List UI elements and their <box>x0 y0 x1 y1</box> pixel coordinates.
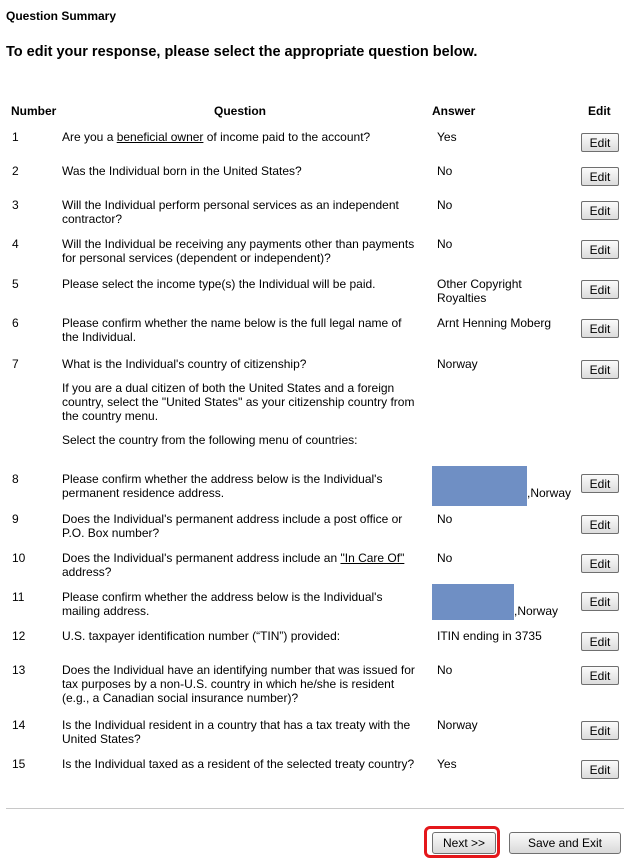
question-text: Was the Individual born in the United States? <box>62 164 302 178</box>
question-number: 2 <box>12 164 19 178</box>
address-country: ,Norway <box>514 604 559 618</box>
question-number: 4 <box>12 237 19 251</box>
edit-button-11[interactable]: Edit <box>581 592 619 611</box>
question-number: 9 <box>12 512 19 526</box>
dual-citizen-note: If you are a dual citizen of both the United States and a foreign country, select the "United States" as your citizenship country from the country menu. <box>62 381 415 423</box>
page-instruction: To edit your response, please select the appropriate question below. <box>6 44 478 60</box>
question-text: Please confirm whether the address below is the Individual's permanent residence address. <box>62 472 383 500</box>
redacted-address <box>432 466 527 506</box>
answer-text: No <box>437 198 453 212</box>
answer-text: Arnt Henning Moberg <box>437 316 552 330</box>
address-country: ,Norway <box>527 486 572 500</box>
question-number: 8 <box>12 472 19 486</box>
country-menu-note: Select the country from the following menu of countries: <box>62 433 358 447</box>
edit-button-9[interactable]: Edit <box>581 515 619 534</box>
edit-button-15[interactable]: Edit <box>581 760 619 779</box>
question-number: 13 <box>12 663 26 677</box>
answer-text: No <box>437 551 453 565</box>
edit-button-14[interactable]: Edit <box>581 721 619 740</box>
redacted-address <box>432 584 514 620</box>
question-text: Please confirm whether the address below is the Individual's mailing address. <box>62 590 383 618</box>
question-text: Are you a beneficial owner of income paid to the account? <box>62 130 371 144</box>
answer-text: Yes <box>437 757 457 771</box>
column-header-question: Question <box>213 104 266 118</box>
answer-text: No <box>437 663 453 677</box>
edit-button-8[interactable]: Edit <box>581 474 619 493</box>
question-number: 15 <box>12 757 26 771</box>
edit-button-3[interactable]: Edit <box>581 201 619 220</box>
answer-text: No <box>437 512 453 526</box>
question-number: 11 <box>12 590 25 604</box>
answer-text: Other Copyright Royalties <box>437 277 522 305</box>
answer-text: Norway <box>437 718 478 732</box>
question-text: Does the Individual's permanent address include a post office or P.O. Box number? <box>62 512 403 540</box>
question-number: 3 <box>12 198 19 212</box>
edit-button-12[interactable]: Edit <box>581 632 619 651</box>
question-text: What is the Individual's country of citizenship? If you are a dual citizen of both the United States and a foreign country, select the "United States" as your citizenship country from the country menu. Select the country from the following menu of countries: <box>62 357 418 447</box>
question-text: Does the Individual have an identifying number that was issued for tax purposes by a non-U.S. country in which he/she is resident (e.g., a Canadian social insurance number)? <box>62 663 415 705</box>
beneficial-owner-link[interactable]: beneficial owner <box>116 130 204 144</box>
edit-button-6[interactable]: Edit <box>581 319 619 338</box>
footer-divider <box>6 808 624 809</box>
answer-text: Yes <box>437 130 457 144</box>
edit-button-4[interactable]: Edit <box>581 240 619 259</box>
next-button[interactable]: Next >> <box>432 832 496 854</box>
question-text: Is the Individual resident in a country that has a tax treaty with the United States? <box>62 718 411 746</box>
edit-button-7[interactable]: Edit <box>581 360 619 379</box>
answer-text: ITIN ending in 3735 <box>437 629 542 643</box>
answer-text: Norway <box>437 357 478 371</box>
answer-text: No <box>437 237 453 251</box>
edit-button-10[interactable]: Edit <box>581 554 619 573</box>
column-header-number: Number <box>11 104 57 118</box>
question-text: Please select the income type(s) the Individual will be paid. <box>62 277 376 291</box>
in-care-of-link[interactable]: "In Care Of" <box>340 551 405 565</box>
edit-button-13[interactable]: Edit <box>581 666 619 685</box>
question-text: U.S. taxpayer identification number (“TIN”) provided: <box>62 629 341 643</box>
save-and-exit-button[interactable]: Save and Exit <box>509 832 621 854</box>
edit-button-2[interactable]: Edit <box>581 167 619 186</box>
question-text: Please confirm whether the name below is the full legal name of the Individual. <box>62 316 402 344</box>
question-number: 10 <box>12 551 26 565</box>
question-number: 14 <box>12 718 26 732</box>
question-number: 12 <box>12 629 26 643</box>
question-number: 1 <box>12 130 19 144</box>
question-number: 6 <box>12 316 19 330</box>
question-text: Will the Individual perform personal services as an independent contractor? <box>62 198 399 226</box>
question-text: Is the Individual taxed as a resident of the selected treaty country? <box>62 757 415 771</box>
page-title: Question Summary <box>6 9 117 23</box>
question-number: 5 <box>12 277 19 291</box>
answer-text: No <box>437 164 453 178</box>
question-text: Will the Individual be receiving any payments other than payments for personal services (dependent or independent)? <box>62 237 415 265</box>
edit-button-5[interactable]: Edit <box>581 280 619 299</box>
edit-button-1[interactable]: Edit <box>581 133 619 152</box>
question-number: 7 <box>12 357 19 371</box>
question-text: Does the Individual's permanent address include an "In Care Of" address? <box>62 551 405 579</box>
column-header-edit: Edit <box>588 104 611 118</box>
column-header-answer: Answer <box>432 104 476 118</box>
